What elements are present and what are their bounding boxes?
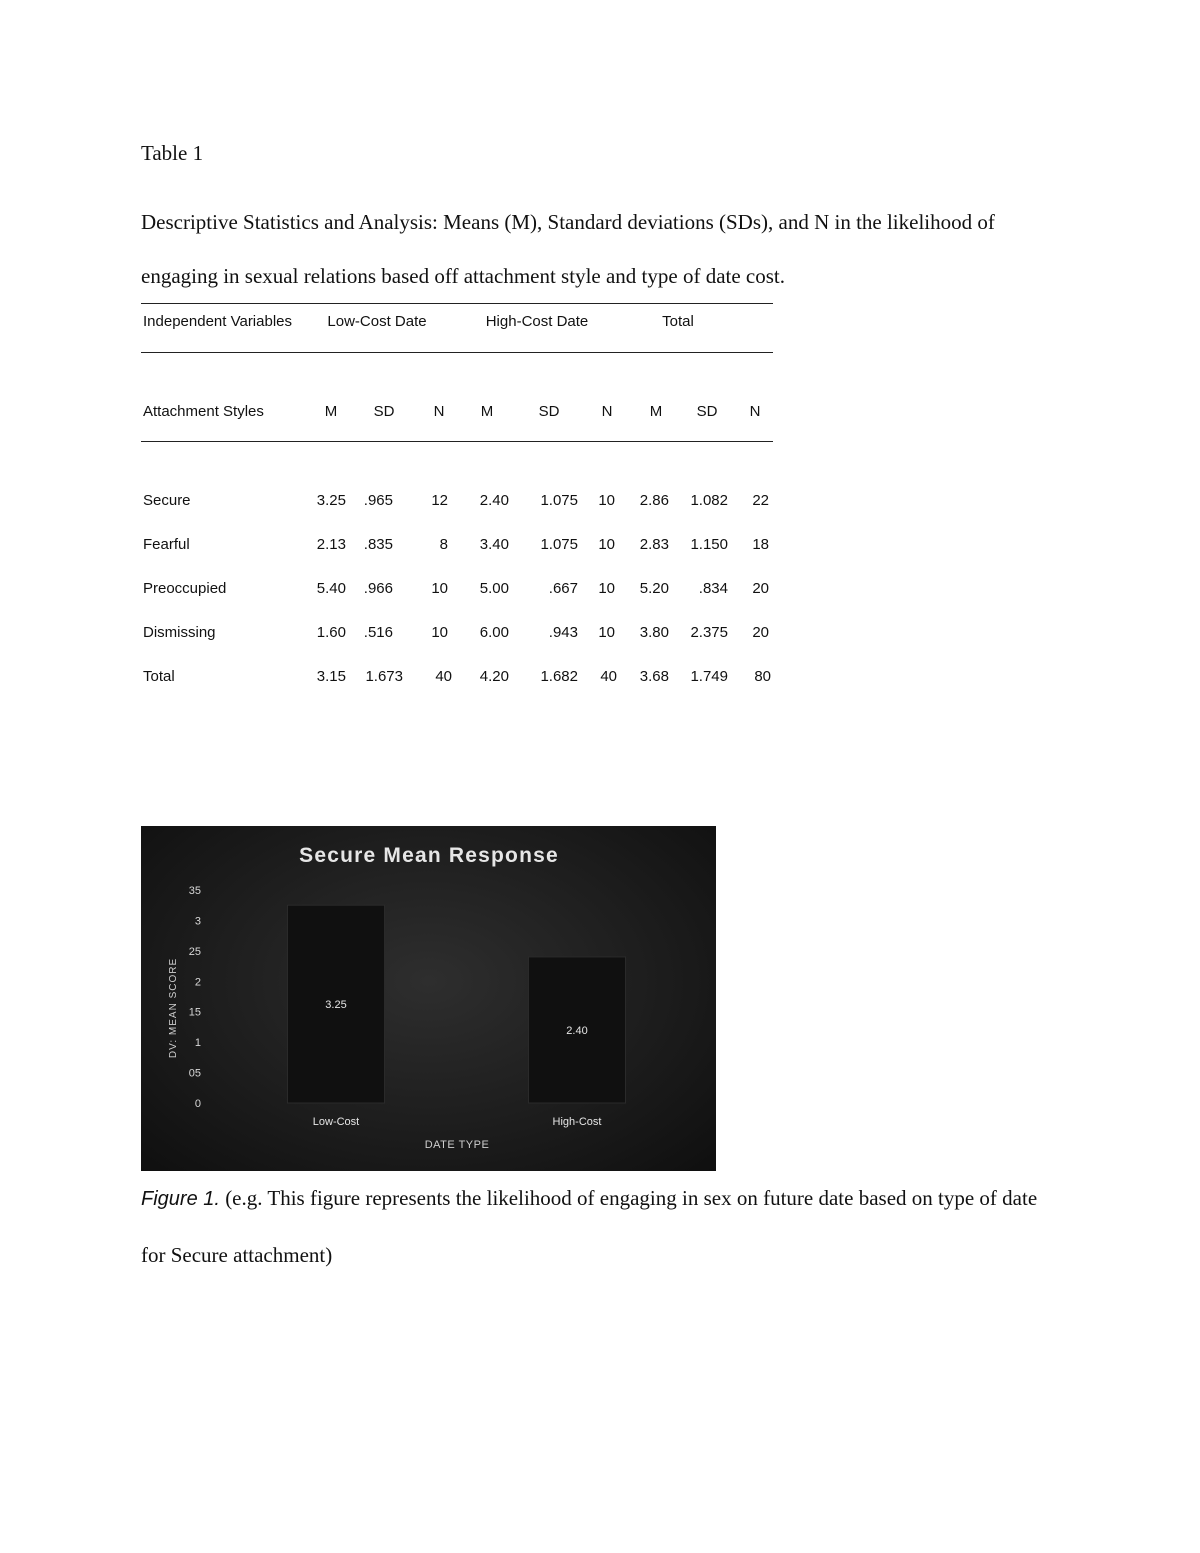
cell: 2.40 [479, 492, 509, 509]
secure-mean-response-chart [141, 826, 716, 1171]
header-total-sd: SD [696, 403, 718, 420]
cell: 4.20 [479, 668, 509, 685]
cell: 18 [752, 536, 769, 553]
cell: 1.749 [690, 668, 728, 685]
row-label-dismissing: Dismissing [143, 624, 216, 641]
cell: 12 [431, 492, 448, 509]
cell: 10 [431, 624, 448, 641]
header-high-sd: SD [538, 403, 560, 420]
header-low-sd: SD [373, 403, 395, 420]
row-label-fearful: Fearful [143, 536, 190, 553]
x-category-label: Low-Cost [312, 1116, 360, 1128]
y-tick-label: 25 [188, 945, 201, 958]
cell: 20 [752, 580, 769, 597]
cell: 2.86 [639, 492, 669, 509]
cell: 3.68 [639, 668, 669, 685]
y-tick-label: 35 [188, 885, 201, 897]
cell: .667 [548, 580, 578, 597]
cell: .835 [363, 536, 393, 553]
cell: 1.075 [540, 492, 578, 509]
cell: 1.075 [540, 536, 578, 553]
figure-caption-text: (e.g. This figure represents the likelihood of engaging in sex on future date based on type of date for Secure attachment) [141, 1186, 1038, 1267]
y-tick-label: 15 [188, 1006, 201, 1019]
header-high-n: N [601, 403, 613, 420]
cell: 6.00 [479, 624, 509, 641]
header-low-m: M [324, 403, 338, 420]
bar-data-label: 3.25 [325, 999, 347, 1012]
y-tick-label: 3 [194, 915, 201, 928]
header-attachment-styles: Attachment Styles [143, 403, 264, 420]
y-tick-label: 1 [194, 1037, 201, 1050]
chart-svg [141, 826, 716, 1171]
row-label-preoccupied: Preoccupied [143, 580, 227, 597]
row-label-secure: Secure [143, 492, 191, 509]
header-total: Total [662, 313, 694, 330]
header-low-n: N [433, 403, 445, 420]
cell: 10 [431, 580, 448, 597]
cell: 10 [598, 492, 615, 509]
x-category-label: High-Cost [552, 1116, 602, 1128]
header-total-n: N [749, 403, 761, 420]
cell: 2.375 [690, 624, 728, 641]
cell: 3.25 [316, 492, 346, 509]
chart-marks [189, 885, 626, 1128]
cell: 1.682 [540, 668, 578, 685]
cell: 1.60 [316, 624, 346, 641]
cell: 10 [598, 580, 615, 597]
cell: 2.83 [639, 536, 669, 553]
cell: 10 [598, 624, 615, 641]
header-total-m: M [649, 403, 663, 420]
cell: 40 [435, 668, 452, 685]
cell: .965 [363, 492, 393, 509]
header-high-cost-date: High-Cost Date [485, 313, 589, 330]
cell: 1.082 [690, 492, 728, 509]
cell: .966 [363, 580, 393, 597]
cell: 22 [752, 492, 769, 509]
y-tick-label: 0 [194, 1098, 201, 1110]
cell: 3.15 [316, 668, 346, 685]
table-caption: Descriptive Statistics and Analysis: Means (M), Standard deviations (SDs), and N in the likelihood of engaging in sexual relations based off attachment style and type of date cost. [141, 210, 995, 288]
y-tick-label: 2 [194, 976, 201, 989]
header-independent-variables: Independent Variables [143, 313, 293, 330]
table-label: Table 1 [141, 141, 204, 165]
table-header-rule [141, 352, 773, 353]
figure-caption-label: Figure 1. [141, 1188, 220, 1210]
bar-data-label: 2.40 [566, 1024, 588, 1037]
cell: 1.673 [365, 668, 403, 685]
cell: 20 [752, 624, 769, 641]
cell: .834 [698, 580, 728, 597]
cell: 5.40 [316, 580, 346, 597]
cell: 5.20 [639, 580, 669, 597]
descriptive-statistics-table [141, 303, 773, 703]
table-subheader-rule [141, 441, 773, 442]
header-high-m: M [480, 403, 494, 420]
cell: .516 [363, 624, 393, 641]
cell: 8 [439, 536, 448, 553]
cell: 3.40 [479, 536, 509, 553]
cell: 3.80 [639, 624, 669, 641]
chart-x-axis-label: DATE TYPE [424, 1139, 490, 1151]
chart-y-axis-label: DV: MEAN SCORE [168, 957, 179, 1059]
row-label-total: Total [143, 668, 175, 685]
cell: 5.00 [479, 580, 509, 597]
cell: 80 [754, 668, 771, 685]
cell: 40 [600, 668, 617, 685]
cell: 1.150 [690, 536, 728, 553]
y-tick-label: 05 [188, 1067, 201, 1080]
cell: 10 [598, 536, 615, 553]
header-low-cost-date: Low-Cost Date [327, 313, 427, 330]
cell: .943 [548, 624, 578, 641]
table-top-rule [141, 303, 773, 304]
cell: 2.13 [316, 536, 346, 553]
figure-caption [141, 1170, 1041, 1283]
chart-title: Secure Mean Response [299, 844, 559, 867]
